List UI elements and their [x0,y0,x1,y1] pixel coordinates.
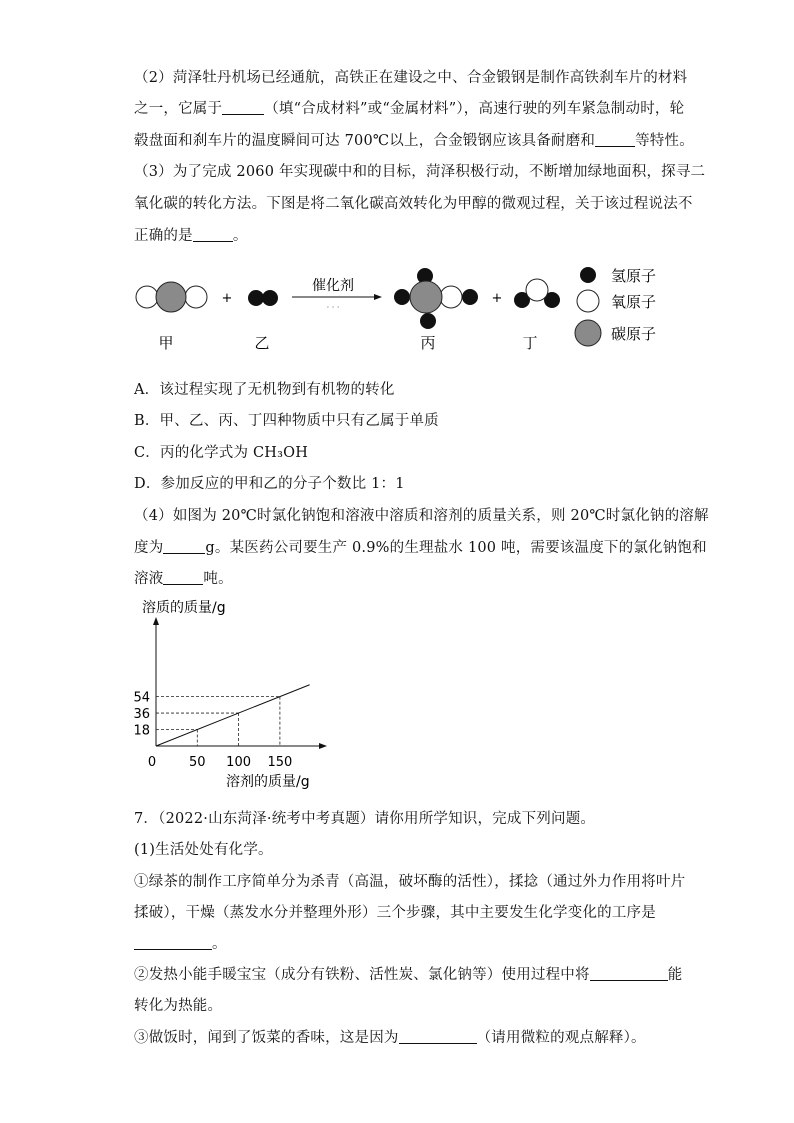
x-axis-arrow [319,743,327,749]
q7-item-3: ③做饭时，闻到了饭菜的香味，这是因为 （请用微粒的观点解释）。 [134,1030,646,1046]
catalyst-label: 催化剂 [312,278,354,294]
legend-oxygen-label: 氧原子 [611,293,657,311]
x-axis-label: 溶剂的质量/g [226,774,310,790]
y-tick-label: 18 [133,723,150,739]
legend-hydrogen-label: 氢原子 [611,267,657,285]
q3-line-2: 氧化碳的转化方法。下图是将二氧化碳高效转化为甲醇的微观过程，关于该过程说法不 [134,196,693,212]
q2-line-3: 毂盘面和刹车片的温度瞬间可达 700℃以上，合金锻钢应该具备耐磨和 等特性。 [134,133,694,149]
q3-line-3: 正确的是 。 [134,228,248,244]
q7-sub-1: (1)生活处处有化学。 [134,842,273,858]
molecule-jia [136,282,207,312]
label-jia: 甲 [158,334,174,352]
solubility-chart [120,592,350,797]
answer-blank[interactable] [134,935,212,950]
answer-blank[interactable] [193,227,233,242]
label-bing: 丙 [420,334,436,352]
reaction-diagram [0,255,794,355]
q7-item-1-line-1: ①绿茶的制作工序简单分为杀青（高温，破坏酶的活性），揉捻（通过外力作用将叶片 [134,874,686,890]
arrow-dots: · · · [326,303,340,312]
origin-label: 0 [147,755,157,770]
y-axis-arrow [153,617,159,625]
q4-line-1: （4）如图为 20℃时氯化钠饱和溶液中溶质和溶剂的质量关系，则 20℃时氯化钠的溶解 [134,508,709,524]
legend-hydrogen-icon [580,267,596,283]
label-yi: 乙 [254,334,270,352]
legend [575,267,656,346]
y-tick-label: 36 [133,707,150,723]
molecule-ding [514,279,560,308]
label-ding: 丁 [522,334,538,352]
answer-blank[interactable] [163,539,205,554]
q7-item-2-line-2: 转化为热能。 [134,998,223,1014]
plus-sign: + [221,291,233,306]
q2-line-1: （2）菏泽牡丹机场已经通航，高铁正在建设之中、合金锻钢是制作高铁刹车片的材料 [134,70,688,86]
q3-line-1: （3）为了完成 2060 年实现碳中和的目标，菏泽积极行动，不断增加绿地面积，探寻二 [134,164,706,180]
q4-line-3: 溶液 吨。 [134,571,233,587]
legend-oxygen-icon [577,290,599,312]
molecule-yi [248,290,278,306]
q7-item-1-line-2: 揉破），干燥（蒸发水分并整理外形）三个步骤，其中主要发生化学变化的工序是 [134,905,656,921]
q2-line-2: 之一，它属于 （填“合成材料”或“金属材料”），高速行驶的列车紧急制动时，轮 [134,101,685,117]
arrow-head [374,294,382,300]
y-axis-label: 溶质的质量/g [142,600,226,616]
x-tick-label: 100 [226,755,252,770]
answer-blank[interactable] [595,132,635,147]
legend-carbon-label: 碳原子 [611,325,657,343]
answer-blank[interactable] [163,570,203,585]
q4-line-2: 度为 g。某医药公司要生产 0.9%的生理盐水 100 吨，需要该温度下的氯化钠饱和 [134,540,707,556]
answer-blank[interactable] [222,100,264,115]
q7-heading: 7．（2022·山东菏泽·统考中考真题）请你用所学知识，完成下列问题。 [134,811,596,827]
x-tick-label: 150 [267,755,293,770]
q7-item-1-line-3: 。 [134,932,227,953]
legend-carbon-icon [575,320,601,346]
y-tick-label: 54 [133,690,150,706]
q7-item-2-line-1: ②发热小能手暖宝宝（成分有铁粉、活性炭、氯化钠等）使用过程中将 能 [134,967,683,983]
molecule-bing [394,268,478,329]
option-d[interactable]: D．参加反应的甲和乙的分子个数比 1：1 [134,476,405,492]
option-b[interactable]: B．甲、乙、丙、丁四种物质中只有乙属于单质 [134,413,439,429]
option-c[interactable]: C．丙的化学式为 CH₃OH [134,445,309,461]
plus-sign: + [491,291,503,306]
answer-blank[interactable] [590,966,668,981]
answer-blank[interactable] [399,1029,477,1044]
series-line [156,685,310,746]
x-tick-label: 50 [189,755,206,770]
option-a[interactable]: A．该过程实现了无机物到有机物的转化 [134,382,395,398]
